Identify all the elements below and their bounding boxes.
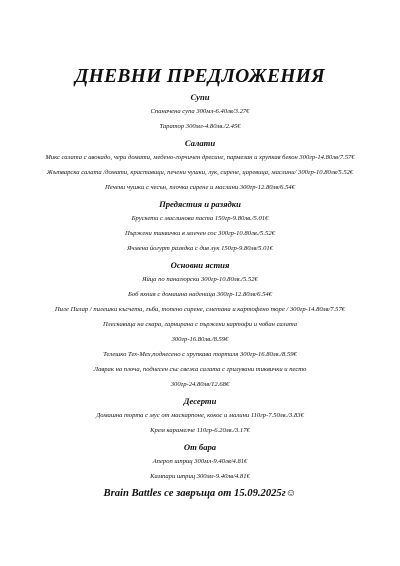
page-title: ДНЕВНИ ПРЕДЛОЖЕНИЯ: [75, 66, 325, 87]
menu-item: Пържени тиквички в млечен сос 300гр-10.80лв./5.52€: [124, 230, 276, 237]
menu-item: Апероп шприц 300мл-9.40лв/4.81€: [152, 458, 248, 465]
section-heading-salads: Салати: [184, 138, 216, 148]
section-heading-mains: Основни ястия: [170, 260, 230, 270]
menu-item-price: 300гр-24.80лв/12.68€: [170, 381, 230, 388]
menu-item: Микс салата с авокадо, чери домати, медено-горчичен дресинг, пармезан и хрупкав бекон 300гр-14.80лв/7.57€: [45, 154, 355, 161]
menu-item: Жътварска салата /домати, краставици, печени чушки, лук, сирене, царевица, маслини/ 300гр-10.80лв/5.52€: [46, 169, 354, 176]
menu-item: Таратор 300мл-4.80лв./2.45€: [159, 123, 241, 130]
menu-item: Боб яхния с домашна наденица 300гр-12.80лв/6.54€: [128, 291, 272, 298]
section-heading-starters: Предястия и разядки: [159, 199, 241, 209]
menu-item: Яйца по панагюрски 300гр-10.80лв./5.52€: [142, 276, 258, 283]
footer-announcement: Brain Battles се завръща от 15.09.2025г☺: [103, 488, 297, 499]
menu-item: Плескавица на скара, гарнирана с пържени картофи и чобан салата: [102, 321, 298, 328]
menu-item: Крем карамелче 110гр-6.20лв./3.17€: [150, 427, 250, 434]
menu-item: Лаврак на плоча, поднесен със свежа салата с грилувани тиквички и песто: [93, 366, 307, 373]
menu-item: Телешко Тех-Мех,поднесено с хрупкава тортиля 300гр-16.80лв./8.59€: [103, 351, 297, 358]
section-heading-bar: От бара: [183, 442, 217, 452]
menu-item: Пиле Пилар / пилешки късчета, гъби, топено сирене, сметана и картофено пюре / 300гр-14.80лв/7.57€: [54, 306, 346, 313]
menu-item-price: 300гр-16.80лв./8.59€: [171, 336, 229, 343]
section-heading-soups: Супи: [190, 92, 210, 102]
menu-item: Ячмена йогурт разядка с див лук 150гр-9.80лв/5.01€: [127, 245, 273, 252]
menu-item: Домашна торта с мус от маскарпоне, кокос и малини 110гр-7.50лв./3.83€: [96, 412, 304, 419]
menu-item: Кампари шприц 300мл-9.40лв/4.81€: [150, 473, 250, 480]
menu-item: Печени чушки с чесън, плочка сирене и маслини 300гр-12.80лв/6.54€: [104, 184, 295, 191]
section-heading-desserts: Десерти: [183, 396, 217, 406]
menu-item: Спаначена супа 300мл-6.40лв/3.27€: [150, 108, 250, 115]
menu-item: Брускети с маслинова паста 150гр-9.80лв./5.01€: [131, 215, 269, 222]
